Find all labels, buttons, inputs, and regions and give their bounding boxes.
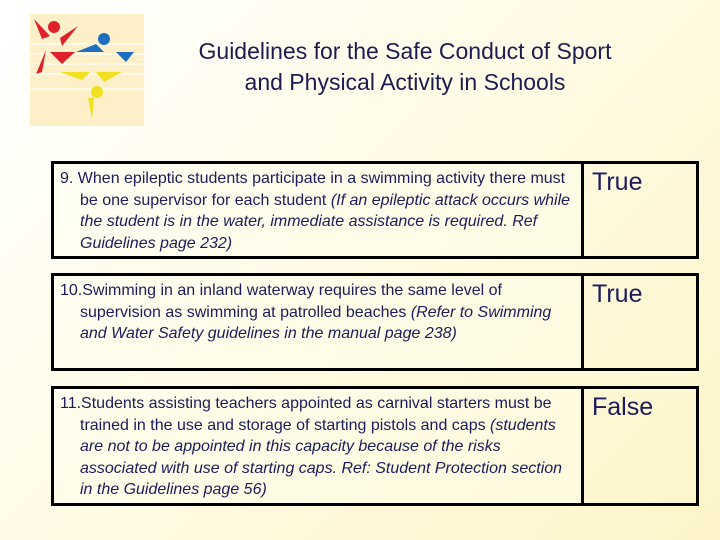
question-row bbox=[51, 273, 699, 371]
question-text bbox=[51, 386, 584, 506]
sport-logo bbox=[30, 14, 144, 126]
explanation: (Refer to Swimming and Water Safety guidelines in the manual page 238) bbox=[80, 303, 552, 342]
title-line-1: Guidelines for the Safe Conduct of Sport bbox=[198, 38, 612, 64]
title-line-2: and Physical Activity in Schools bbox=[244, 69, 566, 95]
explanation: (students are not to be appointed in this capacity because of the risks associated with use of starting caps. Ref: Student Protection section in the Guidelines page 56) bbox=[80, 416, 563, 498]
question-text bbox=[51, 273, 584, 371]
question-row bbox=[51, 161, 699, 259]
question-row bbox=[51, 386, 699, 506]
explanation: (If an epileptic attack occurs while the student is in the water, immediate assistance is required. Ref Guidelines page 232) bbox=[80, 191, 571, 252]
answer: True bbox=[584, 161, 699, 259]
question-text bbox=[51, 161, 584, 259]
statement: 10.Swimming in an inland waterway requires the same level of supervision as swimming at patrolled beaches bbox=[60, 282, 502, 321]
statement: 11.Students assisting teachers appointed as carnival starters must be trained in the use and storage of starting pistols and caps bbox=[60, 395, 552, 434]
answer: True bbox=[584, 273, 699, 371]
statement: 9. When epileptic students participate in a swimming activity there must be one supervisor for each student bbox=[60, 170, 566, 209]
slide-title bbox=[150, 36, 660, 98]
answer: False bbox=[584, 386, 699, 506]
